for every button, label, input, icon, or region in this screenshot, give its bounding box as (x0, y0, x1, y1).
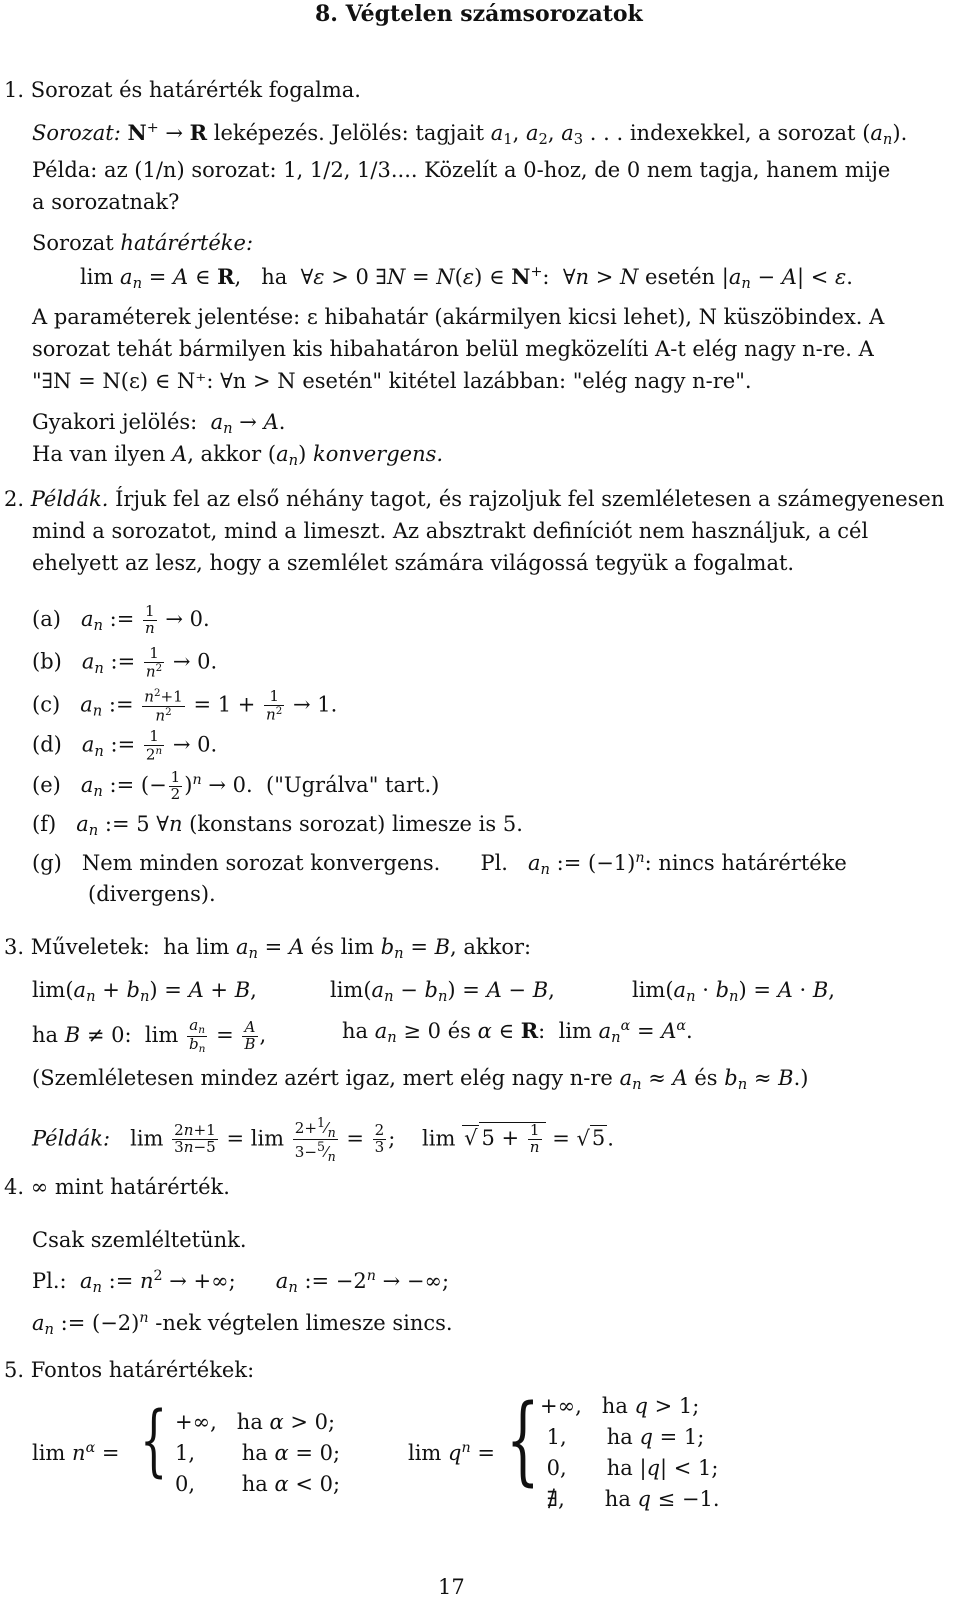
power-ha: ha (342, 1018, 369, 1043)
case-ha: ha (604, 1487, 631, 1511)
page-title: 8. Végtelen számsorozatok (315, 1, 643, 27)
conv-mid: , akkor (187, 442, 262, 466)
geometric-limit-brace: { (506, 1384, 540, 1496)
example-c: (c) $a_n$ := $\frac{n^2+1}{n^2}$ = 1 + $\frac{1}{n^2}$ → 1. (32, 686, 338, 725)
item-b-label: (b) (32, 649, 62, 674)
item-e-label: (e) (32, 772, 61, 797)
example-line-1: Példa: az (1/n) sorozat: 1, 1/2, 1/3.... Közelít a 0-hoz, de 0 nem tagja, hanem mije (32, 158, 891, 182)
example-d: (d) $a_n$ := $\frac{1}{2^n}$ → 0. (32, 727, 218, 764)
item-c-label: (c) (32, 692, 61, 717)
note-es: és (694, 1066, 718, 1090)
infinity-heading: 4. ∞ mint határérték. (4, 1175, 230, 1199)
g-text-2: nincs határértéke (658, 850, 847, 875)
param-line-2: sorozat tehát bármilyen kis hibahatáron belül megközelíti A-t elég nagy n-re. A (32, 337, 874, 361)
geometric-case-4: ∄, ha q ≤ −1. (540, 1487, 720, 1511)
rule-power: ha $a_n \ge 0$ és α ∈ R: $\lim a_n^\alpha = A^\alpha$. (342, 1017, 693, 1046)
operation-examples: Példák: lim $\frac{2n+1}{3n-5}$ = lim $\frac{2+^1⁄_n}{3-^5⁄_n}$ = $\frac{2}{3}$ ; lim √ 5 + $\frac{1}{n}$ = √5. (32, 1115, 614, 1165)
example-g-line-2: (divergens). (88, 882, 216, 906)
f-text: (konstans sorozat) limesze is 5. (189, 812, 523, 836)
rule-quotient: ha B ≠ 0: lim $\frac{a_n}{b_n}$ = $\frac{A}{B}$ , (32, 1016, 267, 1055)
s2-num: 2. (4, 487, 25, 511)
infinity-examples: Pl.: $a_n$ := $n^2$ → +∞; $a_n$ := $-2^n$ → −∞; (32, 1268, 450, 1296)
geometric-case-3: 0, ha |q| < 1; (540, 1456, 719, 1480)
def-index-text: indexekkel, a sorozat (629, 120, 856, 145)
limit-label-a: Sorozat (32, 231, 114, 255)
power-case-2: 1, ha α = 0; (175, 1441, 341, 1465)
item-a-label: (a) (32, 606, 61, 631)
quotient-ha: ha (32, 1023, 59, 1048)
operations-heading: 3. Műveletek: ha $\lim a_n = A$ és $\lim b_n = B$, akkor: (4, 935, 532, 963)
case-ha: ha (241, 1441, 268, 1465)
notation-line: Gyakori jelölés: $a_n \to A$. (32, 410, 286, 438)
s3-num: 3. (4, 935, 25, 959)
page-number: 17 (438, 1575, 465, 1599)
example-b: (b) $a_n$ := $\frac{1}{n^2}$ → 0. (32, 644, 218, 681)
conv-pre: Ha van ilyen (32, 442, 166, 466)
power-limit-brace: { (140, 1396, 168, 1486)
case-ha: ha (241, 1472, 268, 1496)
geometric-case-2: 1, ha q = 1; (540, 1425, 705, 1449)
limit-definition-formula: $\lim a_n = A$ ∈ R, ha ∀ε > 0 ∃N = N(ε) ∈ N+: ∀n > N esetén $|a_n - A| < \varepsilon$. (80, 263, 853, 292)
examples-line-3: ehelyett az lesz, hogy a szemlélet számára világossá tegyük a fogalmat. (32, 551, 795, 575)
examples-label: Példák: (32, 1126, 111, 1151)
limit-label (32, 231, 253, 255)
s2-label: Példák. (30, 487, 109, 511)
example-g: (g) Nem minden sorozat konvergens. Pl. $a_n$ := $(-1)^n$: nincs határértéke (32, 850, 847, 878)
def-map-text: leképezés. Jelölés: tagjait (213, 120, 485, 145)
infinity-no-limit: $a_n$ := $(-2)^n$ -nek végtelen limesze sincs. (32, 1310, 453, 1338)
s3-ha: ha (163, 935, 190, 959)
infinity-intro: Csak szemléltetünk. (32, 1228, 247, 1252)
rule-sum: $\lim(a_n + b_n) = A + B$, (32, 978, 257, 1006)
case-ha: ha (606, 1425, 633, 1449)
intuition-note: (Szemléletesen mindez azért igaz, mert elég nagy n-re $a_n \approx A$ és $b_n \approx B$.) (32, 1066, 809, 1094)
sequence-definition (32, 120, 907, 149)
limit-label-b: határértéke: (120, 231, 254, 255)
param-line-3: "∃N = N(ε) ∈ N⁺: ∀n > N esetén" kitétel lazábban: "elég nagy n-re". (32, 369, 752, 393)
item-g-label: (g) (32, 850, 62, 875)
section-1-heading: 1. Sorozat és határérték fogalma. (4, 78, 361, 102)
power-limit-label: $\lim n^\alpha$ = (32, 1440, 120, 1465)
s4-heading: mint határérték. (54, 1175, 230, 1199)
notation-text: Gyakori jelölés: (32, 410, 198, 434)
examples-line-1 (4, 487, 944, 511)
rule-diff: $\lim(a_n - b_n) = A - B$, (330, 978, 555, 1006)
s3-es: és (310, 935, 335, 959)
def-formula: N+ → R (127, 119, 208, 145)
def-seq: $(a_n)$. (862, 120, 908, 148)
item-d-label: (d) (32, 732, 62, 757)
case-ha: ha (236, 1410, 263, 1434)
s4-last: -nek végtelen limesze sincs. (155, 1310, 453, 1335)
convergent-line: Ha van ilyen A, akkor $(a_n)$ konvergens. (32, 442, 444, 470)
conv-word: konvergens. (312, 442, 444, 466)
example-line-2: a sorozatnak? (32, 190, 180, 214)
geometric-case-1: +∞, ha q > 1; (540, 1394, 700, 1418)
s4-pl: Pl.: (32, 1268, 67, 1293)
def-label: Sorozat: (32, 120, 121, 145)
s2-text-1: Írjuk fel az első néhány tagot, és rajzoljuk fel szemléletesen a számegyenesen (115, 487, 945, 511)
param-line-1: A paraméterek jelentése: ε hibahatár (akármilyen kicsi lehet), N küszöbindex. A (32, 305, 885, 329)
item-f-label: (f) (32, 812, 57, 836)
s4-num: 4. (4, 1175, 25, 1199)
s3-heading: Műveletek: (30, 935, 150, 959)
case-ha: ha (606, 1456, 633, 1480)
g-text-1: Nem minden sorozat konvergens. (81, 850, 441, 875)
power-case-3: 0, ha α < 0; (175, 1472, 341, 1496)
example-f: (f) $a_n$ := 5 ∀n (konstans sorozat) limesze is 5. (32, 812, 523, 840)
power-case-1: +∞, ha α > 0; (175, 1410, 336, 1434)
note-text: (Szemléletesen mindez azért igaz, mert elég nagy n-re (32, 1066, 613, 1090)
example-a: (a) $a_n$ := $\frac{1}{n}$ → 0. (32, 602, 210, 637)
e-note: ("Ugrálva" tart.) (266, 772, 440, 797)
s3-akkor: , akkor: (450, 935, 532, 959)
power-es: és (447, 1018, 471, 1043)
important-limits-heading: 5. Fontos határértékek: (4, 1358, 255, 1382)
example-e: (e) $a_n$ := (− $\frac{1}{2}$ )$^n$ → 0. ("Ugrálva" tart.) (32, 768, 440, 803)
examples-line-2: mind a sorozatot, mind a limeszt. Az absztrakt definíciót nem használjuk, a cél (32, 519, 869, 543)
rule-product: $\lim(a_n \cdot b_n) = A \cdot B$, (632, 978, 835, 1006)
case-ha: ha (601, 1394, 628, 1418)
g-pl: Pl. (480, 850, 508, 875)
geometric-limit-label: $\lim q^n$ = (408, 1440, 495, 1465)
def-terms: $a_1$, $a_2$, $a_3$ . . . (490, 120, 624, 148)
